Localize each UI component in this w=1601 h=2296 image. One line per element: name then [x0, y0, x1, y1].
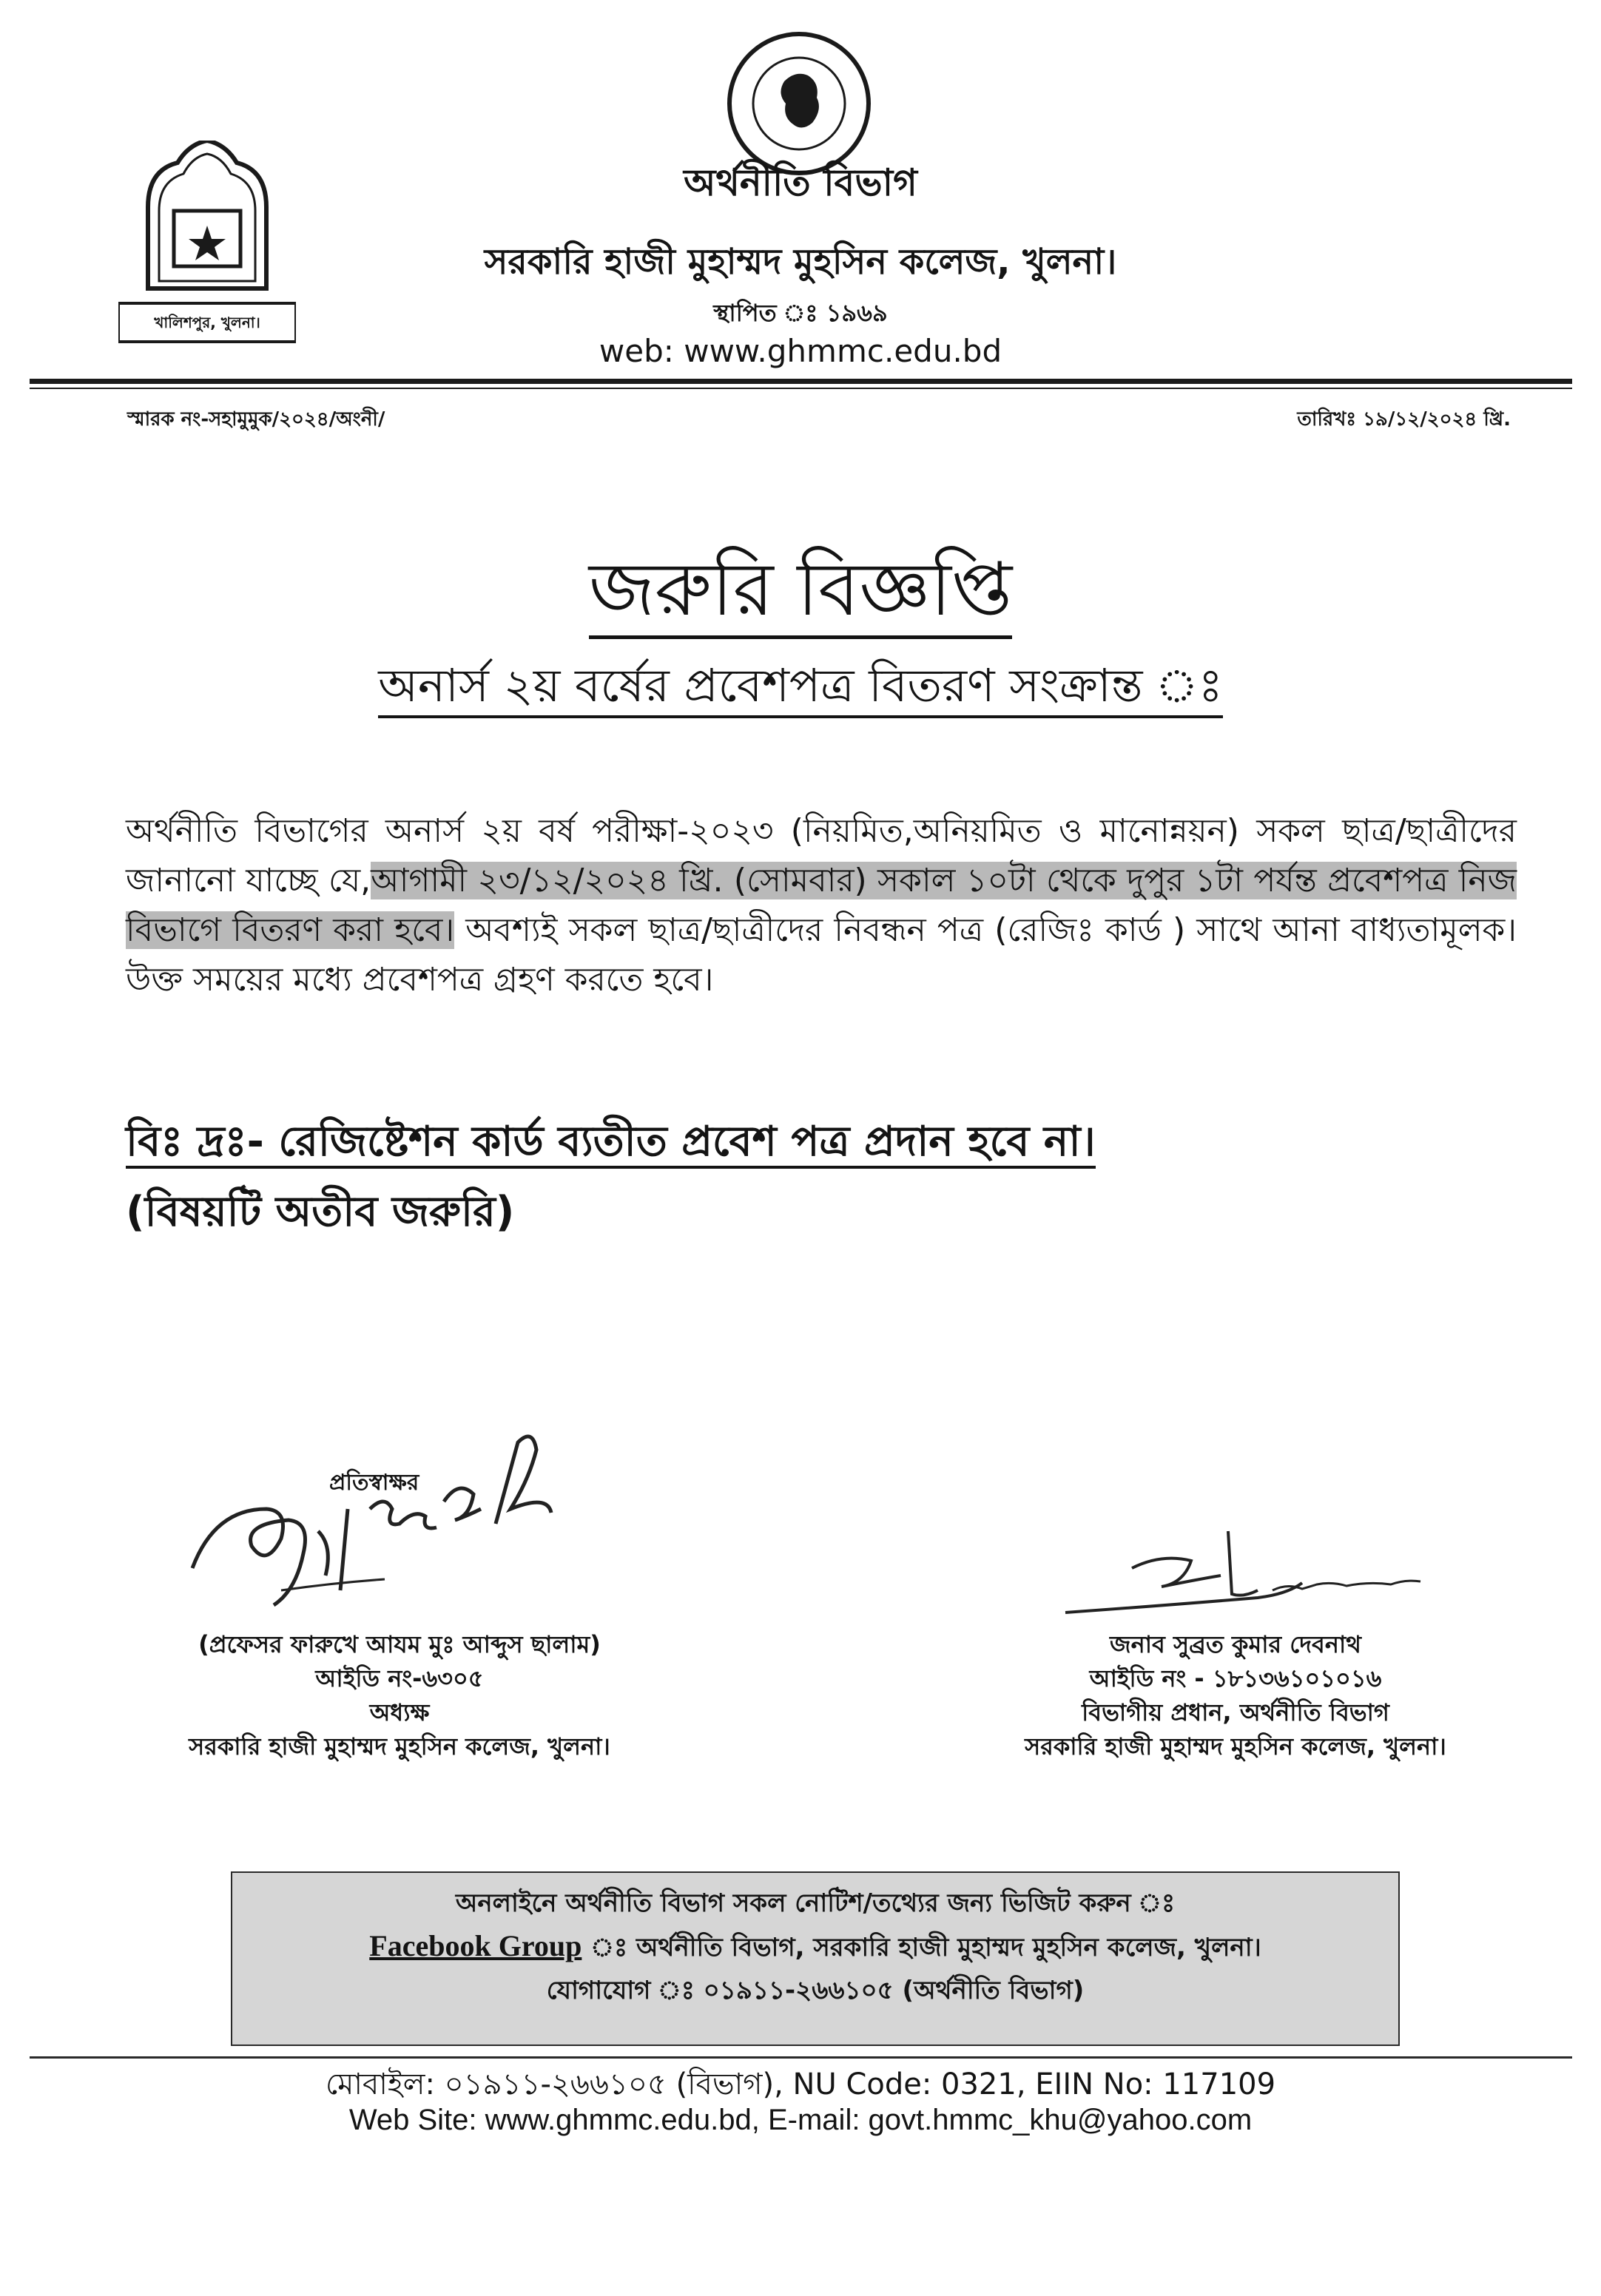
facebook-line [232, 1925, 1398, 1969]
notice-subject [222, 651, 1379, 727]
notice-title-text: জরুরি বিজ্ঞপ্তি [589, 546, 1012, 639]
handwritten-signature-icon [1021, 1502, 1465, 1635]
countersign-label: প্রতিস্বাক্ষর [329, 1470, 419, 1496]
footer-contact: মোবাইল: ০১৯১১-২৬৬১০৫ (বিভাগ), NU Code: 0321, EIIN No: 117109 [325, 2067, 1276, 2101]
department-head-id: আইডি নং - ১৮১৩৬১০১০১৬ [1089, 1664, 1382, 1692]
principal-details [133, 1627, 666, 1763]
college-emblem-logo [118, 141, 296, 348]
principal-name: (প্রফেসর ফারুখে আযম মুঃ আব্দুস ছালাম) [198, 1630, 601, 1658]
principal-college: সরকারি হাজী মুহাম্মদ মুহসিন কলেজ, খুলনা। [189, 1732, 610, 1760]
footer-divider [30, 2056, 1572, 2059]
header-divider [30, 379, 1572, 384]
college-name: সরকারি হাজী মুহাম্মদ মুহসিন কলেজ, খুলনা। [484, 241, 1117, 283]
memo-number: স্মারক নং-সহামুমুক/২০২৪/অংনী/ [127, 408, 385, 430]
notice-subject-text: অনার্স ২য় বর্ষের প্রবেশপত্র বিতরণ সংক্রান্ত ঃ [378, 658, 1223, 718]
department-name: অর্থনীতি বিভাগ [684, 161, 917, 204]
facebook-group-link[interactable]: Facebook Group [369, 1929, 582, 1962]
handwritten-signature-icon [163, 1398, 607, 1635]
department-head-college: সরকারি হাজী মুহাম্মদ মুহসিন কলেজ, খুলনা। [1025, 1732, 1446, 1760]
department-head-name: জনাব সুব্রত কুমার দেবনাথ [1110, 1630, 1361, 1658]
facebook-group-text: ঃ অর্থনীতি বিভাগ, সরকারি হাজী মুহাম্মদ মুহসিন কলেজ, খুলনা। [582, 1933, 1261, 1962]
department-head-details [1006, 1627, 1465, 1763]
online-info-line: অনলাইনে অর্থনীতি বিভাগ সকল নোটিশ/তথ্যের জন্য ভিজিট করুন ঃ [455, 1888, 1176, 1918]
principal-id: আইডি নং-৬৩০৫ [315, 1664, 484, 1692]
notice-title [296, 533, 1305, 656]
footer-web-email: Web Site: www.ghmmc.edu.bd, E-mail: govt.hmmc_khu@yahoo.com [348, 2104, 1253, 2136]
department-head-designation: বিভাগীয় প্রধান, অর্থনীতি বিভাগ [1082, 1698, 1389, 1726]
contact-line: যোগাযোগ ঃ ০১৯১১-২৬৬১০৫ (অর্থনীতি বিভাগ) [546, 1976, 1085, 2005]
note-text: বিঃ দ্রঃ- রেজিষ্টেশন কার্ড ব্যতীত প্রবেশ পত্র প্রদান হবে না। [126, 1118, 1096, 1169]
note-line [126, 1110, 1383, 1179]
header-website: web: www.ghmmc.edu.bd [599, 333, 1002, 369]
urgent-note: (বিষয়টি অতীব জরুরি) [126, 1188, 515, 1236]
emblem-caption: খালিশপুর, খুলনা। [154, 314, 260, 331]
body-part-2: অবশ্যই সকল ছাত্র/ছাত্রীদের নিবন্ধন পত্র (রেজিঃ কার্ড ) সাথে আনা বাধ্যতামূলক। উক্ত সময়ের মধ্যে প্রবেশপত্র গ্রহণ করতে হবে। [126, 911, 1517, 999]
notice-date: তারিখঃ ১৯/১২/২০২৪ খ্রি. [1297, 408, 1511, 430]
principal-signature [163, 1398, 607, 1635]
online-info-box [231, 1871, 1400, 2046]
body-highlighted-schedule: আগামী ২৩/১২/২০২৪ খ্রি. (সোমবার) সকাল ১০টা থেকে দুপুর ১টা পর্যন্ত প্রবেশপত্র নিজ বিভাগে বিতরণ করা হবে। [126, 862, 1517, 949]
department-head-signature [1021, 1502, 1465, 1635]
established-year: স্থাপিত ঃ ১৯৬৯ [713, 299, 888, 327]
notice-body [126, 806, 1517, 1004]
header-divider-thin [30, 388, 1572, 389]
body-part-1: অর্থনীতি বিভাগের অনার্স ২য় বর্ষ পরীক্ষা-২০২৩ (নিয়মিত,অনিয়মিত ও মানোন্নয়ন) সকল ছাত্র/ছাত্রীদের জানানো যাচ্ছে যে, [126, 812, 1517, 899]
principal-designation: অধ্যক্ষ [369, 1698, 430, 1726]
